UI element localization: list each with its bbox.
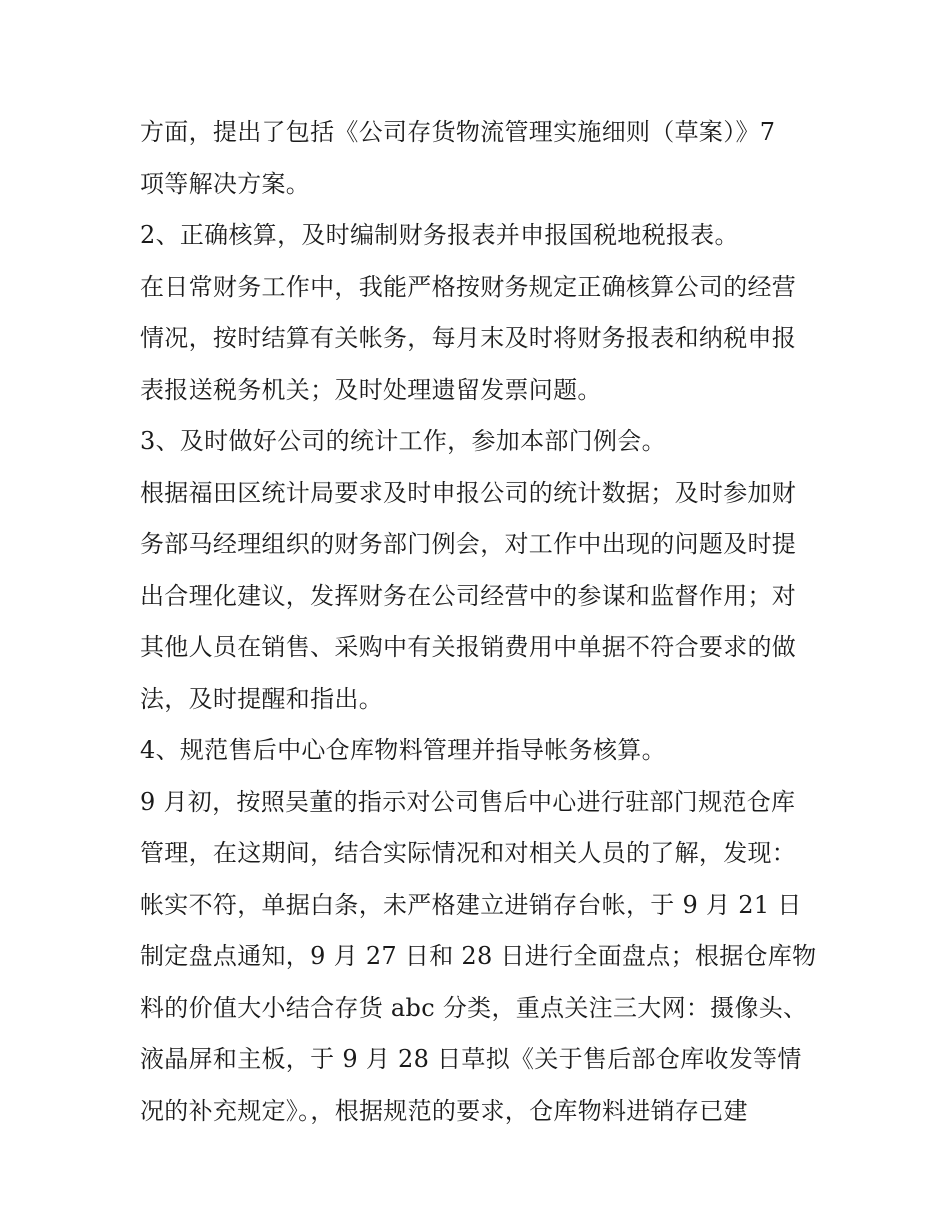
text-line: 方面，提出了包括《公司存货物流管理实施细则（草案）》7: [140, 118, 776, 146]
text-line: 液晶屏和主板，于 9 月 28 日草拟《关于售后部仓库收发等情: [140, 1045, 802, 1073]
text-line: 其他人员在销售、采购中有关报销费用中单据不符合要求的做: [140, 633, 797, 661]
text-line: 帐实不符，单据白条，未严格建立进销存台帐，于 9 月 21 日: [140, 890, 802, 919]
text-line: 制定盘点通知，9 月 27 日和 28 日进行全面盘点；根据仓库物: [140, 942, 817, 970]
text-line: 法，及时提醒和指出。: [140, 684, 383, 713]
section-heading: 2、正确核算，及时编制财务报表并申报国税地税报表。: [140, 221, 739, 249]
text-line: 根据福田区统计局要求及时申报公司的统计数据；及时参加财: [140, 478, 797, 507]
text-line: 务部马经理组织的财务部门例会，对工作中出现的问题及时提: [140, 530, 797, 558]
text-line: 项等解决方案。: [140, 169, 311, 198]
text-line: 出合理化建议，发挥财务在公司经营中的参谋和监督作用；对: [140, 581, 797, 610]
text-line: 料的价值大小结合存货 abc 分类，重点关注三大网：摄像头、: [140, 993, 808, 1022]
document-body: [140, 107, 820, 1137]
text-line: 况的补充规定》。，根据规范的要求，仓库物料进销存已建: [140, 1096, 748, 1125]
text-line: 在日常财务工作中，我能严格按财务规定正确核算公司的经营: [140, 272, 797, 301]
text-line: 管理，在这期间，结合实际情况和对相关人员的了解，发现：: [140, 839, 797, 867]
text-line: 情况，按时结算有关帐务，每月末及时将财务报表和纳税申报: [140, 324, 797, 352]
text-line: 9 月初，按照吴董的指示对公司售后中心进行驻部门规范仓库: [140, 787, 796, 816]
section-heading: 4、规范售后中心仓库物料管理并指导帐务核算。: [140, 736, 666, 764]
text-line: 表报送税务机关；及时处理遗留发票问题。: [140, 375, 602, 404]
section-heading: 3、及时做好公司的统计工作，参加本部门例会。: [140, 427, 666, 455]
